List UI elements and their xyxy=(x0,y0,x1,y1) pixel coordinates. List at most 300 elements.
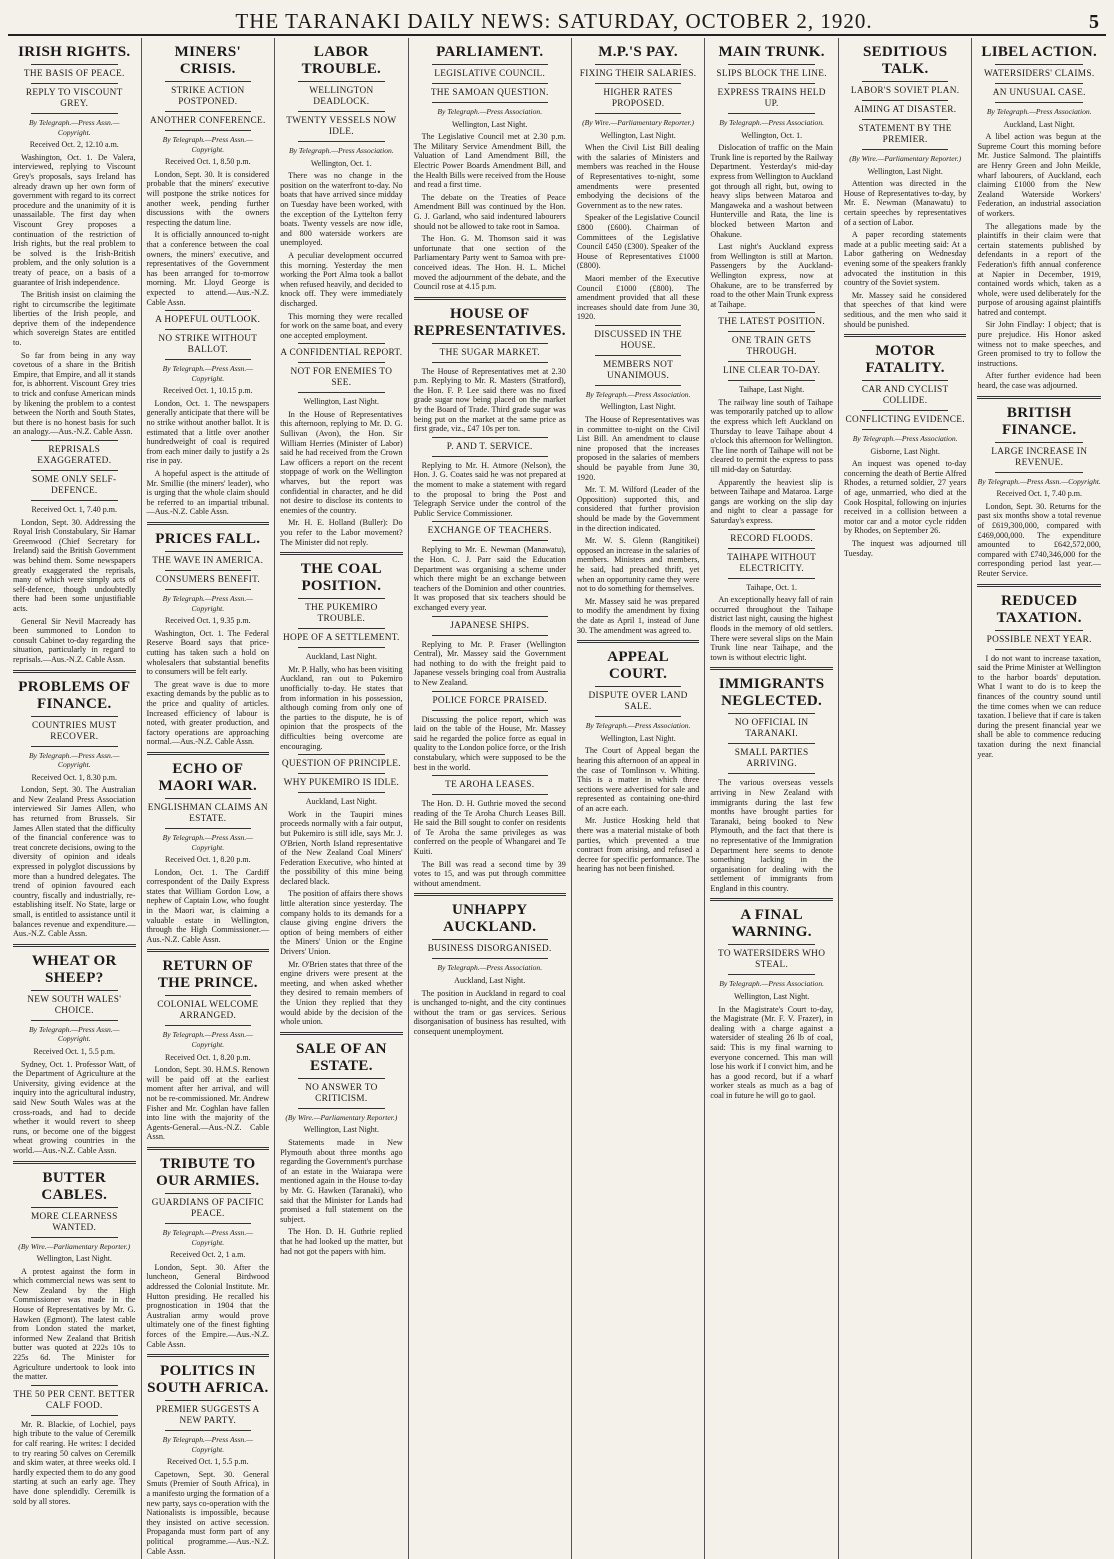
article xyxy=(577,44,700,322)
article-subhead: FIXING THEIR SALARIES. xyxy=(579,69,697,79)
divider xyxy=(298,343,385,344)
article-subhead: LABOR'S SOVIET PLAN. xyxy=(850,86,960,96)
article-dateline: Received Oct. 1, 10.15 p.m. xyxy=(163,386,253,396)
article-subhead: HOPE OF A SETTLEMENT. xyxy=(283,633,400,644)
article xyxy=(147,752,270,945)
article-subhead: WHY PUKEMIRO IS IDLE. xyxy=(283,778,400,789)
article-headline: SALE OF AN ESTATE. xyxy=(295,1040,387,1074)
article-paragraph: Replying to Mr. E. Newman (Manawatu), the Hon. C. J. Parr said the Education Department was organising a scheme under which there might be an exchange between teachers of the Dominion and other countries. It was proposed that six teachers should be exchanged every year. xyxy=(413,545,566,612)
article xyxy=(280,1032,403,1256)
article-byline: (By Wire.—Parliamentary Reporter.) xyxy=(582,118,695,127)
column xyxy=(572,38,706,1559)
divider xyxy=(31,1237,118,1238)
article-headline: APPEAL COURT. xyxy=(607,649,669,683)
divider xyxy=(432,775,548,776)
article-subhead: TO WATERSIDERS WHO STEAL. xyxy=(718,949,826,971)
article-paragraph: The Bill was read a second time by 39 votes to 15, and was put through committee without amendment. xyxy=(413,859,566,888)
article-headline: PROBLEMS OF FINANCE. xyxy=(18,678,131,712)
article-paragraph: The position of affairs there shows little alteration since yesterday. The company holds to its demands for a clause giving engine drivers the option of being members of either the Miners' Union or the Engine Drivers' Union. xyxy=(280,889,403,957)
article-paragraph: The great wave is due to more exacting demands by the public as to the price and quality of articles. Increased efficiency of labour is noted, with greater production, and factory operations are approaching normal.—Aus.-N.Z. Cable Assn. xyxy=(146,679,270,747)
article-subhead: RECORD FLOODS. xyxy=(730,533,813,544)
divider xyxy=(862,380,949,381)
divider xyxy=(165,570,252,571)
article-paragraph: It is officially announced to-night that a conference between the coal owners, the miners' executive, and representatives of the Government has been arranged for to-morrow morning. Mr. Lloyd George is expected to attend.—Aus.-N.Z. Cable Assn. xyxy=(146,230,270,307)
article-subhead: SMALL PARTIES ARRIVING. xyxy=(734,748,809,770)
article-dateline: Received Oct. 1, 8.20 p.m. xyxy=(165,1052,251,1062)
article-paragraph: The House of Representatives met at 2.30 p.m. Replying to Mr. R. Masters (Stratford), the Hon. F. P. Lee said there was no fixed grade sugar now being placed on the market by the Board of Trade. Third grade sugar was being put on the market at the same price as first grade, viz., £47 10s per ton. xyxy=(413,366,566,434)
article-headline: BUTTER CABLES. xyxy=(41,1169,108,1203)
article-paragraph: The House of Representatives was in committee to-night on the Civil List Bill. An amendment to clause nine proposed that the increases proposed in the salaries of members should be payable from June 30, 1920. xyxy=(576,415,700,482)
article-subhead: HIGHER RATES PROPOSED. xyxy=(603,88,673,109)
article-subhead: SOME ONLY SELF-DEFENCE. xyxy=(32,475,117,496)
divider xyxy=(165,798,252,799)
article-subhead: NO ANSWER TO CRITICISM. xyxy=(305,1082,378,1104)
divider xyxy=(977,396,1101,399)
divider xyxy=(595,325,682,326)
article-headline: LIBEL ACTION. xyxy=(981,44,1098,60)
article-headline: REDUCED TAXATION. xyxy=(996,592,1082,626)
divider xyxy=(432,64,548,65)
column xyxy=(839,38,973,1559)
article-paragraph: Washington, Oct. 1. The Federal Reserve Board says that price-cutting has taken such a hold on wholesalers that substantial benefits to consumers will be felt early. xyxy=(146,628,270,677)
divider xyxy=(280,1032,403,1035)
divider xyxy=(165,995,252,996)
article-paragraph: Attention was directed in the House of Representatives to-day, by Mr. E. Newman (Manawatu) to certain speeches by representatives of a section of Labor. xyxy=(843,179,967,227)
article xyxy=(414,437,566,519)
divider xyxy=(165,1025,252,1026)
article-paragraph: In the Magistrate's Court to-day, the Magistrate (Mr. F. V. Frazer), in dealing with a charge against a watersider of stealing 26 lb of coal, said: This is my final warning to everyone concerned. This man will lose his work if I convict him, and he has a good record, but if a wharf worker steals as much as a bag of coal in future he will go to gaol. xyxy=(710,1004,833,1100)
divider xyxy=(432,691,548,692)
article-byline: By Telegraph.—Press Assn.—Copyright. xyxy=(29,118,120,137)
divider xyxy=(432,102,548,103)
article-byline: By Telegraph.—Press Assn.—Copyright. xyxy=(162,1227,254,1247)
article xyxy=(147,44,270,307)
divider xyxy=(298,81,385,82)
article-paragraph: Mr. H. E. Holland (Buller): Do you refer to the Labor movement? The Minister did not reply. xyxy=(280,518,403,547)
divider xyxy=(165,828,252,829)
article xyxy=(147,522,270,747)
article-subhead: JAPANESE SHIPS. xyxy=(450,620,530,631)
article xyxy=(977,396,1101,579)
article-paragraph: Work in the Taupiri mines proceeds normally with a fair output, but Pukemiro is still idle, says Mr. J. O'Brien, North Island representative of the New Zealand Coal Miners' Federation Executive, who hinted at the possibility of this mine being declared black. xyxy=(280,809,403,886)
divider xyxy=(432,794,548,795)
divider xyxy=(728,743,815,744)
divider xyxy=(13,670,136,673)
article xyxy=(414,44,566,292)
article-paragraph: The Legislative Council met at 2.30 p.m. The Military Service Amendment Bill, the Valuation of Land Amendment Bill, the Electric Power Boards Amendment Bill, and the Health Bills were received from the House and read a first time. xyxy=(413,132,566,190)
article-byline: By Telegraph.—Press Association. xyxy=(288,146,394,155)
divider xyxy=(13,944,136,947)
article-paragraph: Mr. P. Hally, who has been visiting Auckland, ran out to Pukemiro unofficially to-day. He states that from information in his possession, although coming from only one of the parties to the dispute, he is of opinion that the prospects of the difficulties being overcome are encouraging. xyxy=(280,664,403,751)
article xyxy=(13,670,136,939)
article-paragraph: The allegations made by the plaintiffs in their claim were that certain statements published by defendants in a report of the Federation's fifth annual conference at Napier in December, 1919, contained words which, taken as a whole, were used deliberately for the purpose of arousing against plaintiffs hatred and contempt. xyxy=(977,221,1101,317)
article-byline: By Telegraph.—Press Association. xyxy=(719,118,825,127)
article-paragraph: London, Sept. 30. It is considered probable that the miners' executive will postpone the strike notices for another week, pending further discussions with the owners respecting the datum line. xyxy=(146,169,270,227)
newspaper-title: THE TARANAKI DAILY NEWS: SATURDAY, OCTOBER 2, 1920. xyxy=(235,9,873,33)
article-byline: By Telegraph.—Press Association. xyxy=(986,107,1092,116)
article-paragraph: The inquest was adjourned till Tuesday. xyxy=(843,539,967,558)
article-paragraph: I do not want to increase taxation, said the Prime Minister at Wellington to the harbor boards' deputation. What I want to do is to keep the finances of the country sound until the time comes when we can reduce taxation. I believe that if care is taken during the present financial year we shall be able to commence reducing taxation during the next financial year. xyxy=(977,653,1101,759)
article-dateline: Wellington, Last Night. xyxy=(600,402,676,412)
article-dateline: Wellington, Last Night. xyxy=(36,1254,112,1264)
article-paragraph: A peculiar development occurred this morning. Yesterday the men working the Port Alma took a ballot when refused heavily, and decided to knock off. They were immediately discharged. xyxy=(280,250,403,308)
article xyxy=(844,44,967,329)
divider xyxy=(298,392,385,393)
article-dateline: Taihape, Oct. 1. xyxy=(746,582,798,592)
article-dateline: Wellington, Last Night. xyxy=(867,166,943,176)
article xyxy=(147,1147,270,1349)
article-paragraph: Mr. Justice Hosking held that there was a material mistake of both parties, which prevented a true contract from arising, and refused a decree for specific performance. The hearing has not been finished. xyxy=(576,816,700,874)
article-byline: By Telegraph.—Press Association. xyxy=(585,389,691,399)
article-dateline: Taihape, Last Night. xyxy=(739,385,805,395)
divider xyxy=(995,649,1083,650)
article-dateline: Auckland, Last Night. xyxy=(1003,119,1075,129)
divider xyxy=(31,746,118,747)
article-headline: M.P.'S PAY. xyxy=(598,44,678,60)
divider xyxy=(995,83,1083,84)
article-paragraph: London, Sept. 30. Addressing the Royal Irish Constabulary, Sir Hamar Greenwood (Chief Secretary for Ireland) said the British Government was behind them. Some newspapers greatly exaggerated the reprisals, many of which were simply acts of self-defence, though undoubtedly there had been some unjustifiable acts. xyxy=(13,517,136,613)
article xyxy=(13,1161,136,1382)
column xyxy=(8,38,142,1559)
article-dateline: Received Oct. 1, 7.40 p.m. xyxy=(996,489,1082,499)
article-subhead: EXCHANGE OF TEACHERS. xyxy=(427,526,552,537)
divider xyxy=(165,130,252,131)
article-subhead: POLICE FORCE PRAISED. xyxy=(432,695,547,706)
article-paragraph: Statements made in New Plymouth about three months ago regarding the Government's purchase of an estate in the Waiarapa were mentioned again in the House to-day by Mr. G. Hawken (Taranaki), who said that the Minister for Lands had promised a full statement on the subject. xyxy=(280,1137,403,1224)
divider xyxy=(728,331,815,332)
divider xyxy=(595,113,682,114)
article-subhead: AIMING AT DISASTER. xyxy=(853,105,957,115)
divider xyxy=(298,647,385,648)
divider xyxy=(432,521,548,522)
article-subhead: NO STRIKE WITHOUT BALLOT. xyxy=(158,334,258,356)
divider xyxy=(710,898,833,901)
divider xyxy=(165,1193,252,1194)
article-subhead: ONE TRAIN GETS THROUGH. xyxy=(731,336,812,358)
article xyxy=(414,521,566,612)
article xyxy=(280,552,403,751)
divider xyxy=(147,949,270,952)
divider xyxy=(995,442,1083,443)
article-byline: (By Wire.—Parliamentary Reporter.) xyxy=(849,154,962,163)
article-headline: IRISH RIGHTS. xyxy=(18,44,131,60)
article-subhead: BUSINESS DISORGANISED. xyxy=(427,944,552,955)
article-dateline: Wellington, Oct. 1. xyxy=(310,158,372,168)
article-dateline: Wellington, Last Night. xyxy=(600,130,676,140)
divider xyxy=(432,437,548,438)
article-subhead: WELLINGTON DEADLOCK. xyxy=(309,86,374,107)
article-paragraph: A hopeful aspect is the attitude of Mr. Smillie (the miners' leader), who is urging that the whole claim should be referred to an impartial tribunal.—Aus.-N.Z. Cable Assn. xyxy=(146,469,270,517)
article-paragraph: The railway line south of Taihape was temporarily patched up to allow the express which left Auckland on Thursday to leave Taihape about 4 o'clock this afternoon for Wellington. The line north of Taihape will not be cleared to permit the express to pass till mid-day on Saturday. xyxy=(710,397,833,475)
article xyxy=(414,616,566,688)
divider xyxy=(298,754,385,755)
article-paragraph: The Court of Appeal began the hearing this afternoon of an appeal in the case of Tomlinson v. Whiting. This is a matter in which three sections were advertised for sale and represented as containing one-third of an acre each. xyxy=(576,746,700,813)
divider xyxy=(432,343,548,344)
divider xyxy=(728,380,815,381)
article-headline: MINERS' CRISIS. xyxy=(174,44,241,77)
divider xyxy=(414,297,566,300)
divider xyxy=(728,361,815,362)
article-headline: LABOR TROUBLE. xyxy=(301,44,382,77)
article xyxy=(147,310,270,517)
article-paragraph: London, Oct. 1. The newspapers generally anticipate that there will be no strike without another ballot. It is estimated that a little over another hundredweight of coal is required from each miner daily to justify a 2s rise in pay. xyxy=(146,398,270,466)
divider xyxy=(995,102,1083,103)
masthead xyxy=(8,4,1106,36)
article-subhead: NO OFFICIAL IN TARANAKI. xyxy=(734,718,809,740)
article-paragraph: The various overseas vessels arriving in New Zealand with immigrants during the last few months have brought parties for Taranaki, being booked to New Plymouth, and the fact that there is no representative of the Immigration Department here seems to denote something lacking in the organisation for dealing with the settlement of immigrants from England in this country. xyxy=(710,778,833,893)
article-dateline: Received Oct. 1, 8.50 p.m. xyxy=(165,157,251,167)
divider xyxy=(31,716,118,717)
divider xyxy=(432,456,548,457)
article-paragraph: Sir John Findlay: I object; that is pure prejudice. His Honor asked witness not to make speeches, and Green promised to try to follow the instructions. xyxy=(977,320,1101,368)
article-subhead: CONFLICTING EVIDENCE. xyxy=(845,415,965,426)
divider xyxy=(595,83,682,84)
article-paragraph: London, Sept. 30. The Australian and New Zealand Press Association interviewed Sir James Allen, who has returned from Brussels. Sir James Allen stated that the difficulty of the financial conference was to treat concrete decisions, owing to the diversity of opinion and ideals expressed in polyglot discussions by more than a hundred delegates. The trend of opinion favoured each country, fiscally and industrially, re-establishing itself. No State, large or small, is entitled to assistance until it balances revenue and expenditure.—Aus.-N.Z. Cable Assn. xyxy=(13,785,136,939)
article-dateline: Received Oct. 1, 5.5 p.m. xyxy=(167,1457,249,1467)
article-paragraph: An inquest was opened to-day concerning the death of Bertie Alfred Rhodes, a returned soldier, 27 years of age, unmarried, who died at the Cook Hospital, following on injuries received in a collision between a motor car and a motor cycle ridden by Rhodes, on September 26. xyxy=(843,459,967,536)
article xyxy=(710,898,833,1100)
article-subhead: NEW SOUTH WALES' CHOICE. xyxy=(27,994,122,1016)
article-paragraph: Speaker of the Legislative Council £800 (£600). Chairman of Committees of the Legislative Council £450 (£300). Speaker of the House of Representatives £1000 (£800). xyxy=(576,213,700,271)
article-dateline: Gisborne, Last Night. xyxy=(870,446,940,456)
divider xyxy=(862,429,949,430)
article xyxy=(13,44,136,437)
article-byline: By Telegraph.—Press Association. xyxy=(437,107,543,116)
column xyxy=(409,38,572,1559)
article-subhead: POSSIBLE NEXT YEAR. xyxy=(986,634,1092,645)
article-subhead: THE WAVE IN AMERICA. xyxy=(152,556,264,566)
article-dateline: Wellington, Last Night. xyxy=(303,397,380,407)
divider xyxy=(862,119,949,120)
article xyxy=(844,334,967,558)
article-paragraph: Mr. O'Brien states that three of the engine drivers were present at the meeting, and when asked whether they desired to remain members of the Union they replied that they would abide by the decision of the whole union. xyxy=(280,959,403,1027)
divider xyxy=(977,584,1101,587)
article xyxy=(13,1385,136,1506)
article xyxy=(13,944,136,1156)
article-paragraph: After further evidence had been heard, the case was adjourned. xyxy=(977,371,1101,391)
article-headline: PRICES FALL. xyxy=(155,531,261,547)
article-byline: By Telegraph.—Press Assn.—Copyright. xyxy=(162,1030,254,1050)
divider xyxy=(31,440,118,441)
article-byline: By Telegraph.—Press Assn.—Copyright. xyxy=(162,1435,254,1454)
article-paragraph: There was no change in the position on the waterfront to-day. No boats that have arrived since midday on Tuesday have been worked, with the exception of the Lyttelton ferry boats. Twenty vessels are now idle, and 800 waterside workers are unemployed. xyxy=(280,171,403,248)
divider xyxy=(862,410,949,411)
article-paragraph: Washington, Oct. 1. De Valera, interviewed, replying to Viscount Grey's proposals, says Ireland has already drawn up her own form of government with regard to its correct procedure and the unanimity of it is unassailable. The first day when Viscount Grey proposes a continuation of the restriction of Irish rights, but the real problem to be solved is the Irish-British problem, and the only solution is a treaty of peace, on a basis of a guarantee of Irish independence. xyxy=(13,152,136,287)
article-paragraph: Capetown, Sept. 30. General Smuts (Premier of South Africa), in a manifesto urging the formation of a new party, says co-operation with the Nationalists is impossible, because they insisted on active secession. Propaganda must form part of any political programme.—Aus.-N.Z. Cable Assn. xyxy=(146,1469,270,1556)
article-byline: By Telegraph.—Press Assn.—Copyright. xyxy=(162,594,254,613)
divider xyxy=(862,149,949,150)
article-headline: WHEAT OR SHEEP? xyxy=(31,952,117,986)
divider xyxy=(165,359,252,360)
divider xyxy=(165,1430,252,1431)
article-subhead: A CONFIDENTIAL REPORT. xyxy=(280,348,403,359)
divider xyxy=(298,111,385,112)
article-headline: PARLIAMENT. xyxy=(436,44,544,60)
divider xyxy=(280,552,403,555)
article-subhead: REPRISALS EXAGGERATED. xyxy=(37,445,112,466)
divider xyxy=(298,362,385,363)
column xyxy=(142,38,276,1559)
divider xyxy=(432,958,548,959)
newspaper-columns xyxy=(8,38,1106,1556)
article-paragraph: This morning they were recalled for work on the same boat, and every one accepted employment. xyxy=(280,311,403,340)
article-dateline: Auckland, Last Night. xyxy=(454,976,526,986)
article-subhead: THE BASIS OF PEACE. xyxy=(23,69,125,79)
article-byline: By Telegraph.—Press Association. xyxy=(437,963,543,973)
article-paragraph: A paper recording statements made at a public meeting said: At a Labor gathering on Wednesday evening some of the speakers frankly advocated the institution in this country of the Soviet system. xyxy=(843,230,967,288)
article-paragraph: The debate on the Treaties of Peace Amendment Bill was continued by the Hon. G. J. Garland, who said indentured labourers should not be allowed to take root in Samoa. xyxy=(413,192,566,231)
article-paragraph: Mr. W. S. Glenn (Rangitikei) opposed an increase in the salaries of members. Ministers and members, he said, had preached thrift, yet when an opportunity came they were not to do something for themselves. xyxy=(576,536,700,594)
divider xyxy=(31,1207,118,1208)
article-byline: By Telegraph.—Press Association. xyxy=(585,721,691,731)
article-dateline: Wellington, Last Night. xyxy=(600,733,676,743)
article xyxy=(577,325,700,635)
divider xyxy=(728,974,815,975)
divider xyxy=(165,81,252,82)
divider xyxy=(432,362,548,363)
article-headline: MOTOR FATALITY. xyxy=(865,343,945,377)
divider xyxy=(147,1354,270,1357)
divider xyxy=(31,990,118,991)
divider xyxy=(298,1078,385,1079)
article-paragraph: Dislocation of traffic on the Main Trunk line is reported by the Railway Department. Yesterday's mid-day express from Wellington to Auckland got through all right, but, owing to heavy slips between Mataroa and Mangaweka and a washout between Hunterville and Rata, the line is blocked between Marton and Ohakune. xyxy=(710,143,833,239)
divider xyxy=(298,628,385,629)
article xyxy=(414,691,566,773)
divider xyxy=(432,939,548,940)
article-paragraph: The Hon. G. M. Thomson said it was unfortunate that one section of the Parliamentary Party went to Samoa with pre-conceived ideas. The Hon. H. L. Michel moved the adjournment of the debate, and the Council rose at 4.15 p.m. xyxy=(413,234,566,292)
article-subhead: THE SAMOAN QUESTION. xyxy=(430,88,549,98)
page-number: 5 xyxy=(1089,11,1100,33)
divider xyxy=(728,312,815,313)
divider xyxy=(595,385,682,386)
article xyxy=(977,584,1101,760)
article xyxy=(280,343,403,547)
article xyxy=(577,640,700,874)
article-subhead: A HOPEFUL OUTLOOK. xyxy=(155,315,261,326)
article-subhead: LEGISLATIVE COUNCIL. xyxy=(434,69,546,79)
article-headline: POLITICS IN SOUTH AFRICA. xyxy=(147,1363,269,1397)
article-dateline: Wellington, Last Night. xyxy=(733,992,810,1002)
article-headline: SEDITIOUS TALK. xyxy=(862,44,948,77)
article-byline: (By Wire.—Parliamentary Reporter.) xyxy=(18,1241,131,1251)
article xyxy=(13,440,136,665)
article-headline: UNHAPPY AUCKLAND. xyxy=(443,902,537,936)
article xyxy=(280,44,403,340)
divider xyxy=(165,329,252,330)
article-paragraph: The British insist on claiming the right to circumscribe the legitimate liberties of the Irish people, and deprive them of the independence which sovereign States are entitled to. xyxy=(13,290,136,348)
article-headline: TRIBUTE TO OUR ARMIES. xyxy=(156,1155,260,1189)
divider xyxy=(728,83,815,84)
divider xyxy=(595,355,682,356)
article-subhead: NOT FOR ENEMIES TO SEE. xyxy=(290,367,393,389)
article-subhead: THE 50 PER CENT. BETTER CALF FOOD. xyxy=(13,1389,136,1411)
article-headline: THE COAL POSITION. xyxy=(300,561,382,595)
article-subhead: TAIHAPE WITHOUT ELECTRICITY. xyxy=(727,552,817,574)
article-paragraph: In the House of Representatives this afternoon, replying to Mr. D. G. Sullivan (Avon), the Hon. Sir William Herries (Minister of Labor) said he had received from the Crown Law officers a report on the recent stoppage of work on the Wellington wharves, but the report was confidential in character, and he did not desire to disclose its contents to enemies of the country. xyxy=(280,409,403,515)
article-subhead: GUARDIANS OF PACIFIC PEACE. xyxy=(151,1197,264,1219)
divider xyxy=(995,472,1083,473)
article-subhead: THE SUGAR MARKET. xyxy=(439,347,540,358)
article-headline: A FINAL WARNING. xyxy=(731,907,812,941)
article-subhead: SLIPS BLOCK THE LINE. xyxy=(716,69,827,79)
article-headline: MAIN TRUNK. xyxy=(718,44,825,60)
article-subhead: P. AND T. SERVICE. xyxy=(446,441,533,452)
article-byline: By Telegraph.—Press Assn.—Copyright. xyxy=(162,135,254,154)
divider xyxy=(31,1415,118,1416)
divider xyxy=(165,1400,252,1401)
divider xyxy=(165,589,252,590)
divider xyxy=(595,64,682,65)
article-paragraph: A protest against the form in which commercial news was sent to New Zealand by the High Commissioner was made in the House of Representatives by Mr. G. Hawken (Egmont). The latest cable from London stated the market, informed New Zealand that British butter was quoted at 222s 10s to 225s 6d. The Minister for Agriculture undertook to look into the matter. xyxy=(13,1266,136,1382)
article-dateline: Received Oct. 1, 8.30 p.m. xyxy=(31,772,118,782)
divider xyxy=(728,64,815,65)
article-dateline: Received Oct. 2, 12.10 a.m. xyxy=(29,140,119,150)
divider xyxy=(298,1108,385,1109)
article xyxy=(710,44,833,309)
article-subhead: AN UNUSUAL CASE. xyxy=(992,88,1086,98)
article-subhead: STATEMENT BY THE PREMIER. xyxy=(858,124,952,145)
divider xyxy=(432,83,548,84)
article-subhead: STRIKE ACTION POSTPONED. xyxy=(171,86,245,107)
article-paragraph: London, Sept. 30. H.M.S. Renown will be paid off at the earliest moment after her arrival, and will not be re-commissioned. Mr. Andrew Fisher and Mr. Coghlan have fallen into line with the majority of the Agents-General.—Aus.-N.Z. Cable Assn. xyxy=(146,1065,270,1142)
article-byline: By Telegraph.—Press Assn.—Copyright. xyxy=(29,1024,120,1044)
article-subhead: LINE CLEAR TO-DAY. xyxy=(723,366,821,377)
article-paragraph: Mr. Massey said he considered that speeches of that kind were seditious, and the men who said it should be punished. xyxy=(843,290,967,329)
divider xyxy=(31,1385,118,1386)
article-subhead: CAR AND CYCLIST COLLIDE. xyxy=(861,385,949,407)
article-subhead: DISCUSSED IN THE HOUSE. xyxy=(594,329,682,351)
article-dateline: Received Oct. 1, 5.5 p.m. xyxy=(33,1046,116,1056)
article-byline: (By Wire.—Parliamentary Reporter.) xyxy=(285,1112,398,1122)
divider xyxy=(298,598,385,599)
article-paragraph: Apparently the heaviest slip is between Taihape and Mataroa. Large gangs are working on the slip day and night to clear a passage for Saturday's express. xyxy=(710,477,833,525)
article-byline: By Telegraph.—Press Association. xyxy=(719,979,825,989)
divider xyxy=(165,551,252,552)
article-paragraph: London, Oct. 1. The Cardiff correspondent of the Daily Express states that William Gordon Low, a nephew of Captain Low, who fought in the Maori war, is claiming a valuable estate in Wellington, through the High Commissioner.—Aus.-N.Z. Cable Assn. xyxy=(146,867,270,944)
article-subhead: THE PUKEMIRO TROUBLE. xyxy=(305,603,378,625)
article-headline: IMMIGRANTS NEGLECTED. xyxy=(718,676,825,710)
article-dateline: Wellington, Last Night. xyxy=(303,1125,380,1135)
article-paragraph: The Hon. D. H. Guthrie replied that he had looked up the matter, but had not got the papers with him. xyxy=(280,1227,403,1256)
article-subhead: EXPRESS TRAINS HELD UP. xyxy=(717,88,826,109)
article-subhead: THE LATEST POSITION. xyxy=(718,317,826,328)
article-paragraph: Replying to Mr. H. Atmore (Nelson), the Hon. J. G. Coates said he was not prepared at the moment to make a statement with regard to the proposal to bring the Post and Telegraph Service under the control of the Public Service Commissioner. xyxy=(413,460,566,518)
article-paragraph: Discussing the police report, which was laid on the table of the House, Mr. Massey said he regarded the police force as equal in quality to the London police force, or the Irish constabulary, which were supposed to be the best in the world. xyxy=(413,714,566,772)
article-byline: By Telegraph.—Press Assn.—Copyright. xyxy=(162,832,254,852)
article-subhead: MEMBERS NOT UNANIMOUS. xyxy=(602,359,674,381)
article-paragraph: An exceptionally heavy fall of rain occurred throughout the Taihape district last night, causing the highest floods in the memory of old settlers. There were several slips on the Main Trunk line near Taihape, and the town is without electric light. xyxy=(710,595,833,662)
divider xyxy=(298,792,385,793)
article-subhead: CONSUMERS BENEFIT. xyxy=(155,575,260,585)
divider xyxy=(995,630,1083,631)
divider xyxy=(147,1147,270,1150)
divider xyxy=(31,500,118,501)
divider xyxy=(432,616,548,617)
divider xyxy=(595,686,682,687)
article xyxy=(414,775,566,888)
divider xyxy=(298,773,385,774)
article-paragraph: Mr. Massey said he was prepared to modify the amendment by fixing the date as April 1, instead of June 30. The amendment was agreed to. xyxy=(576,596,700,635)
divider xyxy=(710,667,833,670)
divider xyxy=(728,548,815,549)
divider xyxy=(432,710,548,711)
article-dateline: Received Oct. 1, 8.20 p.m. xyxy=(165,855,251,865)
article-paragraph: Maori member of the Executive Council £1000 (£800). The amendment provided that all these increases should date from June 30, 1920. xyxy=(576,273,700,322)
divider xyxy=(13,1161,136,1164)
article-headline: ECHO OF MAORI WAR. xyxy=(158,760,258,794)
article xyxy=(710,667,833,893)
divider xyxy=(577,640,700,643)
